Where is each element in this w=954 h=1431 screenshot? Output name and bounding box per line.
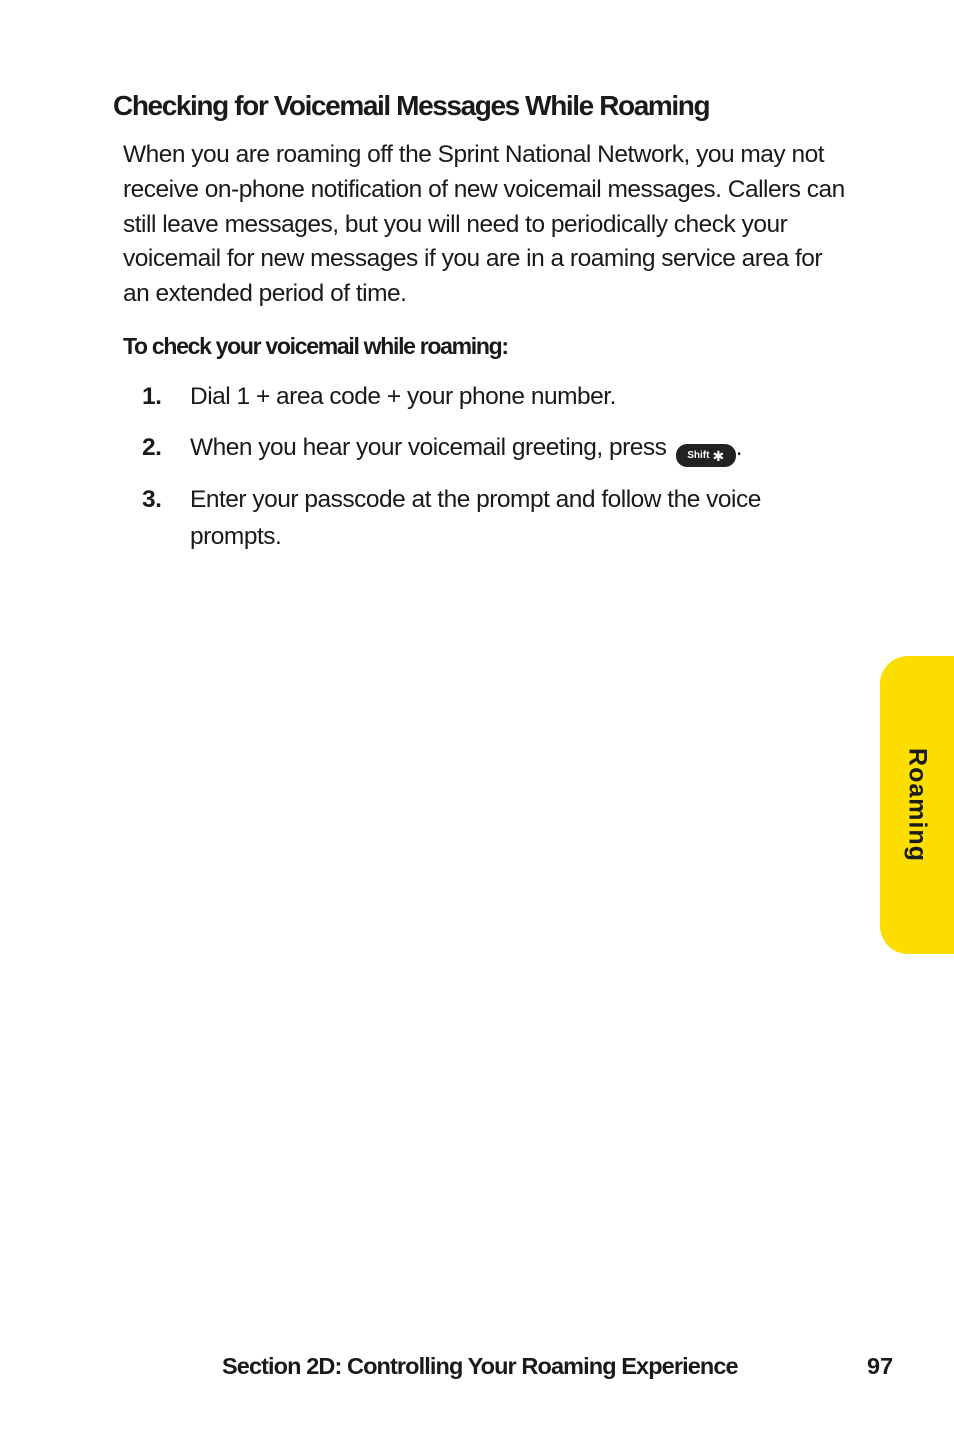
page-number: 97 <box>867 1353 894 1379</box>
step-number: 2. <box>142 434 162 461</box>
step-1 <box>0 378 850 415</box>
procedure-heading: To check your voicemail while roaming: <box>123 333 508 359</box>
star-glyph-icon: ✱ <box>712 447 725 464</box>
step-trailing-punctuation: . <box>735 434 743 461</box>
shift-star-key-icon <box>676 444 736 467</box>
step-number: 3. <box>142 486 162 513</box>
step-2 <box>0 429 850 467</box>
step-text: Dial 1 + area code + your phone number. <box>190 383 616 410</box>
side-tab-label: Roaming <box>903 748 932 862</box>
step-text: Enter your passcode at the prompt and follow the voice prompts. <box>190 486 761 550</box>
steps-list <box>0 378 954 555</box>
section-heading: Checking for Voicemail Messages While Roaming <box>113 90 710 121</box>
step-text: When you hear your voicemail greeting, press <box>190 434 667 461</box>
chapter-side-tab <box>880 656 954 954</box>
footer-section-title: Section 2D: Controlling Your Roaming Experience <box>222 1353 738 1379</box>
step-number: 1. <box>142 383 162 410</box>
intro-paragraph: When you are roaming off the Sprint National Network, you may not receive on-phone notification of new voicemail messages. Callers can still leave messages, but you will need to periodically check your voicemail for new messages if you are in a roaming service area for an extended period of time. <box>123 141 845 308</box>
key-label: Shift <box>687 450 710 461</box>
step-3 <box>0 481 850 555</box>
